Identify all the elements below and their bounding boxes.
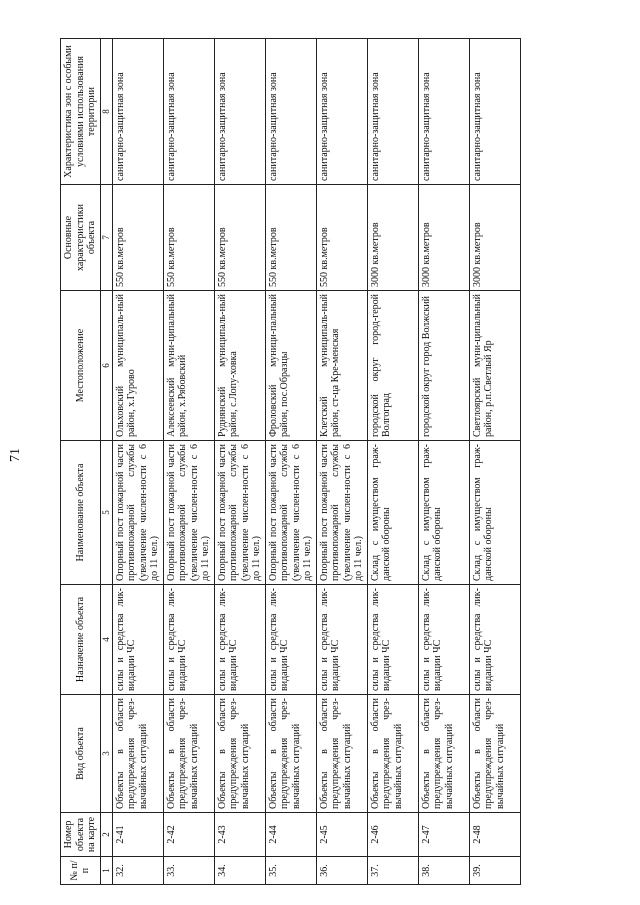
object-purpose: силы и средства лик-видации ЧС xyxy=(316,585,367,695)
table-row xyxy=(163,39,214,885)
object-code: 2-44 xyxy=(265,813,316,857)
object-location: Клетский муниципаль-ный район, ст-ца Кре-менская xyxy=(316,291,367,441)
object-purpose: силы и средства лик-видации ЧС xyxy=(163,585,214,695)
object-name: Опорный пост пожарной части противопожарной службы (увеличение числен-ности с 6 до 11 чел.) xyxy=(163,441,214,585)
zone-characteristics: санитарно-защитная зона xyxy=(469,39,520,185)
object-type: Объекты в области предупреждения чрез-вычайных ситуаций xyxy=(367,695,418,813)
object-location: Фроловский муници-пальный район, пос.Образцы xyxy=(265,291,316,441)
row-number: 39. xyxy=(469,857,520,885)
object-purpose: силы и средства лик-видации ЧС xyxy=(214,585,265,695)
object-purpose: силы и средства лик-видации ЧС xyxy=(265,585,316,695)
header-cell: Характеристика зон с особыми условиями использования территории xyxy=(61,39,101,185)
object-purpose: силы и средства лик-видации ЧС xyxy=(367,585,418,695)
object-name: Опорный пост пожарной части противопожарной службы (увеличение числен-ности с 6 до 11 чел.) xyxy=(316,441,367,585)
row-number: 36. xyxy=(316,857,367,885)
object-characteristics: 550 кв.метров xyxy=(112,185,163,291)
object-code: 2-42 xyxy=(163,813,214,857)
object-characteristics: 3000 кв.метров xyxy=(418,185,469,291)
row-number: 35. xyxy=(265,857,316,885)
object-location: городской округ город-герой Волгоград xyxy=(367,291,418,441)
row-number: 33. xyxy=(163,857,214,885)
column-number: 3 xyxy=(100,695,112,813)
object-name: Склад с имуществом граж-данской обороны xyxy=(469,441,520,585)
column-number: 7 xyxy=(100,185,112,291)
table-header-row xyxy=(61,39,101,885)
object-name: Склад с имуществом граж-данской обороны xyxy=(367,441,418,585)
object-code: 2-43 xyxy=(214,813,265,857)
object-type: Объекты в области предупреждения чрез-вычайных ситуаций xyxy=(469,695,520,813)
object-characteristics: 550 кв.метров xyxy=(163,185,214,291)
row-number: 37. xyxy=(367,857,418,885)
object-type: Объекты в области предупреждения чрез-вычайных ситуаций xyxy=(214,695,265,813)
object-location: городской округ город Волжский xyxy=(418,291,469,441)
object-location: Алексеевский муни-ципальный район, х.Рябовский xyxy=(163,291,214,441)
column-number: 8 xyxy=(100,39,112,185)
header-cell: Наименование объекта xyxy=(61,441,101,585)
object-characteristics: 3000 кв.метров xyxy=(469,185,520,291)
zone-characteristics: санитарно-защитная зона xyxy=(418,39,469,185)
row-number: 38. xyxy=(418,857,469,885)
row-number: 32. xyxy=(112,857,163,885)
object-type: Объекты в области предупреждения чрез-вычайных ситуаций xyxy=(418,695,469,813)
column-number: 1 xyxy=(100,857,112,885)
column-number: 6 xyxy=(100,291,112,441)
row-number: 34. xyxy=(214,857,265,885)
zone-characteristics: санитарно-защитная зона xyxy=(367,39,418,185)
header-cell: Номер объекта на карте xyxy=(61,813,101,857)
header-cell: Вид объекта xyxy=(61,695,101,813)
table-row xyxy=(265,39,316,885)
object-characteristics: 550 кв.метров xyxy=(214,185,265,291)
table-row xyxy=(469,39,520,885)
column-number: 4 xyxy=(100,585,112,695)
header-cell: Основные характеристики объекта xyxy=(61,185,101,291)
objects-table xyxy=(60,38,521,885)
object-characteristics: 550 кв.метров xyxy=(316,185,367,291)
object-type: Объекты в области предупреждения чрез-вычайных ситуаций xyxy=(163,695,214,813)
object-name: Опорный пост пожарной части противопожарной службы (увеличение числен-ности с 6 до 11 чел.) xyxy=(112,441,163,585)
header-cell: № п/п xyxy=(61,857,101,885)
table-row xyxy=(214,39,265,885)
table-row xyxy=(112,39,163,885)
object-name: Опорный пост пожарной части противопожарной службы (увеличение числен-ности с 6 до 11 чел.) xyxy=(214,441,265,585)
table-row xyxy=(316,39,367,885)
object-code: 2-48 xyxy=(469,813,520,857)
object-characteristics: 3000 кв.метров xyxy=(367,185,418,291)
object-location: Руднянский муниципаль-ный район, с.Лопу-ховка xyxy=(214,291,265,441)
column-number: 2 xyxy=(100,813,112,857)
object-code: 2-47 xyxy=(418,813,469,857)
zone-characteristics: санитарно-защитная зона xyxy=(265,39,316,185)
zone-characteristics: санитарно-защитная зона xyxy=(316,39,367,185)
zone-characteristics: санитарно-защитная зона xyxy=(163,39,214,185)
object-name: Опорный пост пожарной части противопожарной службы (увеличение числен-ности с 6 до 11 чел.) xyxy=(265,441,316,585)
column-number-row xyxy=(100,39,112,885)
object-location: Светлоярский муни-ципальный район, р.п.Светлый Яр xyxy=(469,291,520,441)
table-row xyxy=(367,39,418,885)
object-name: Склад с имуществом граж-данской обороны xyxy=(418,441,469,585)
object-location: Ольховский муниципаль-ный район, х.Гурово xyxy=(112,291,163,441)
object-purpose: силы и средства лик-видации ЧС xyxy=(418,585,469,695)
object-code: 2-46 xyxy=(367,813,418,857)
header-cell: Назначение объекта xyxy=(61,585,101,695)
object-characteristics: 550 кв.метров xyxy=(265,185,316,291)
object-code: 2-41 xyxy=(112,813,163,857)
object-purpose: силы и средства лик-видации ЧС xyxy=(112,585,163,695)
object-type: Объекты в области предупреждения чрез-вычайных ситуаций xyxy=(265,695,316,813)
table-row xyxy=(418,39,469,885)
object-code: 2-45 xyxy=(316,813,367,857)
zone-characteristics: санитарно-защитная зона xyxy=(214,39,265,185)
zone-characteristics: санитарно-защитная зона xyxy=(112,39,163,185)
header-cell: Местоположение xyxy=(61,291,101,441)
object-type: Объекты в области предупреждения чрез-вычайных ситуаций xyxy=(316,695,367,813)
object-purpose: силы и средства лик-видации ЧС xyxy=(469,585,520,695)
page-number: 71 xyxy=(8,448,23,462)
column-number: 5 xyxy=(100,441,112,585)
object-type: Объекты в области предупреждения чрез-вычайных ситуаций xyxy=(112,695,163,813)
